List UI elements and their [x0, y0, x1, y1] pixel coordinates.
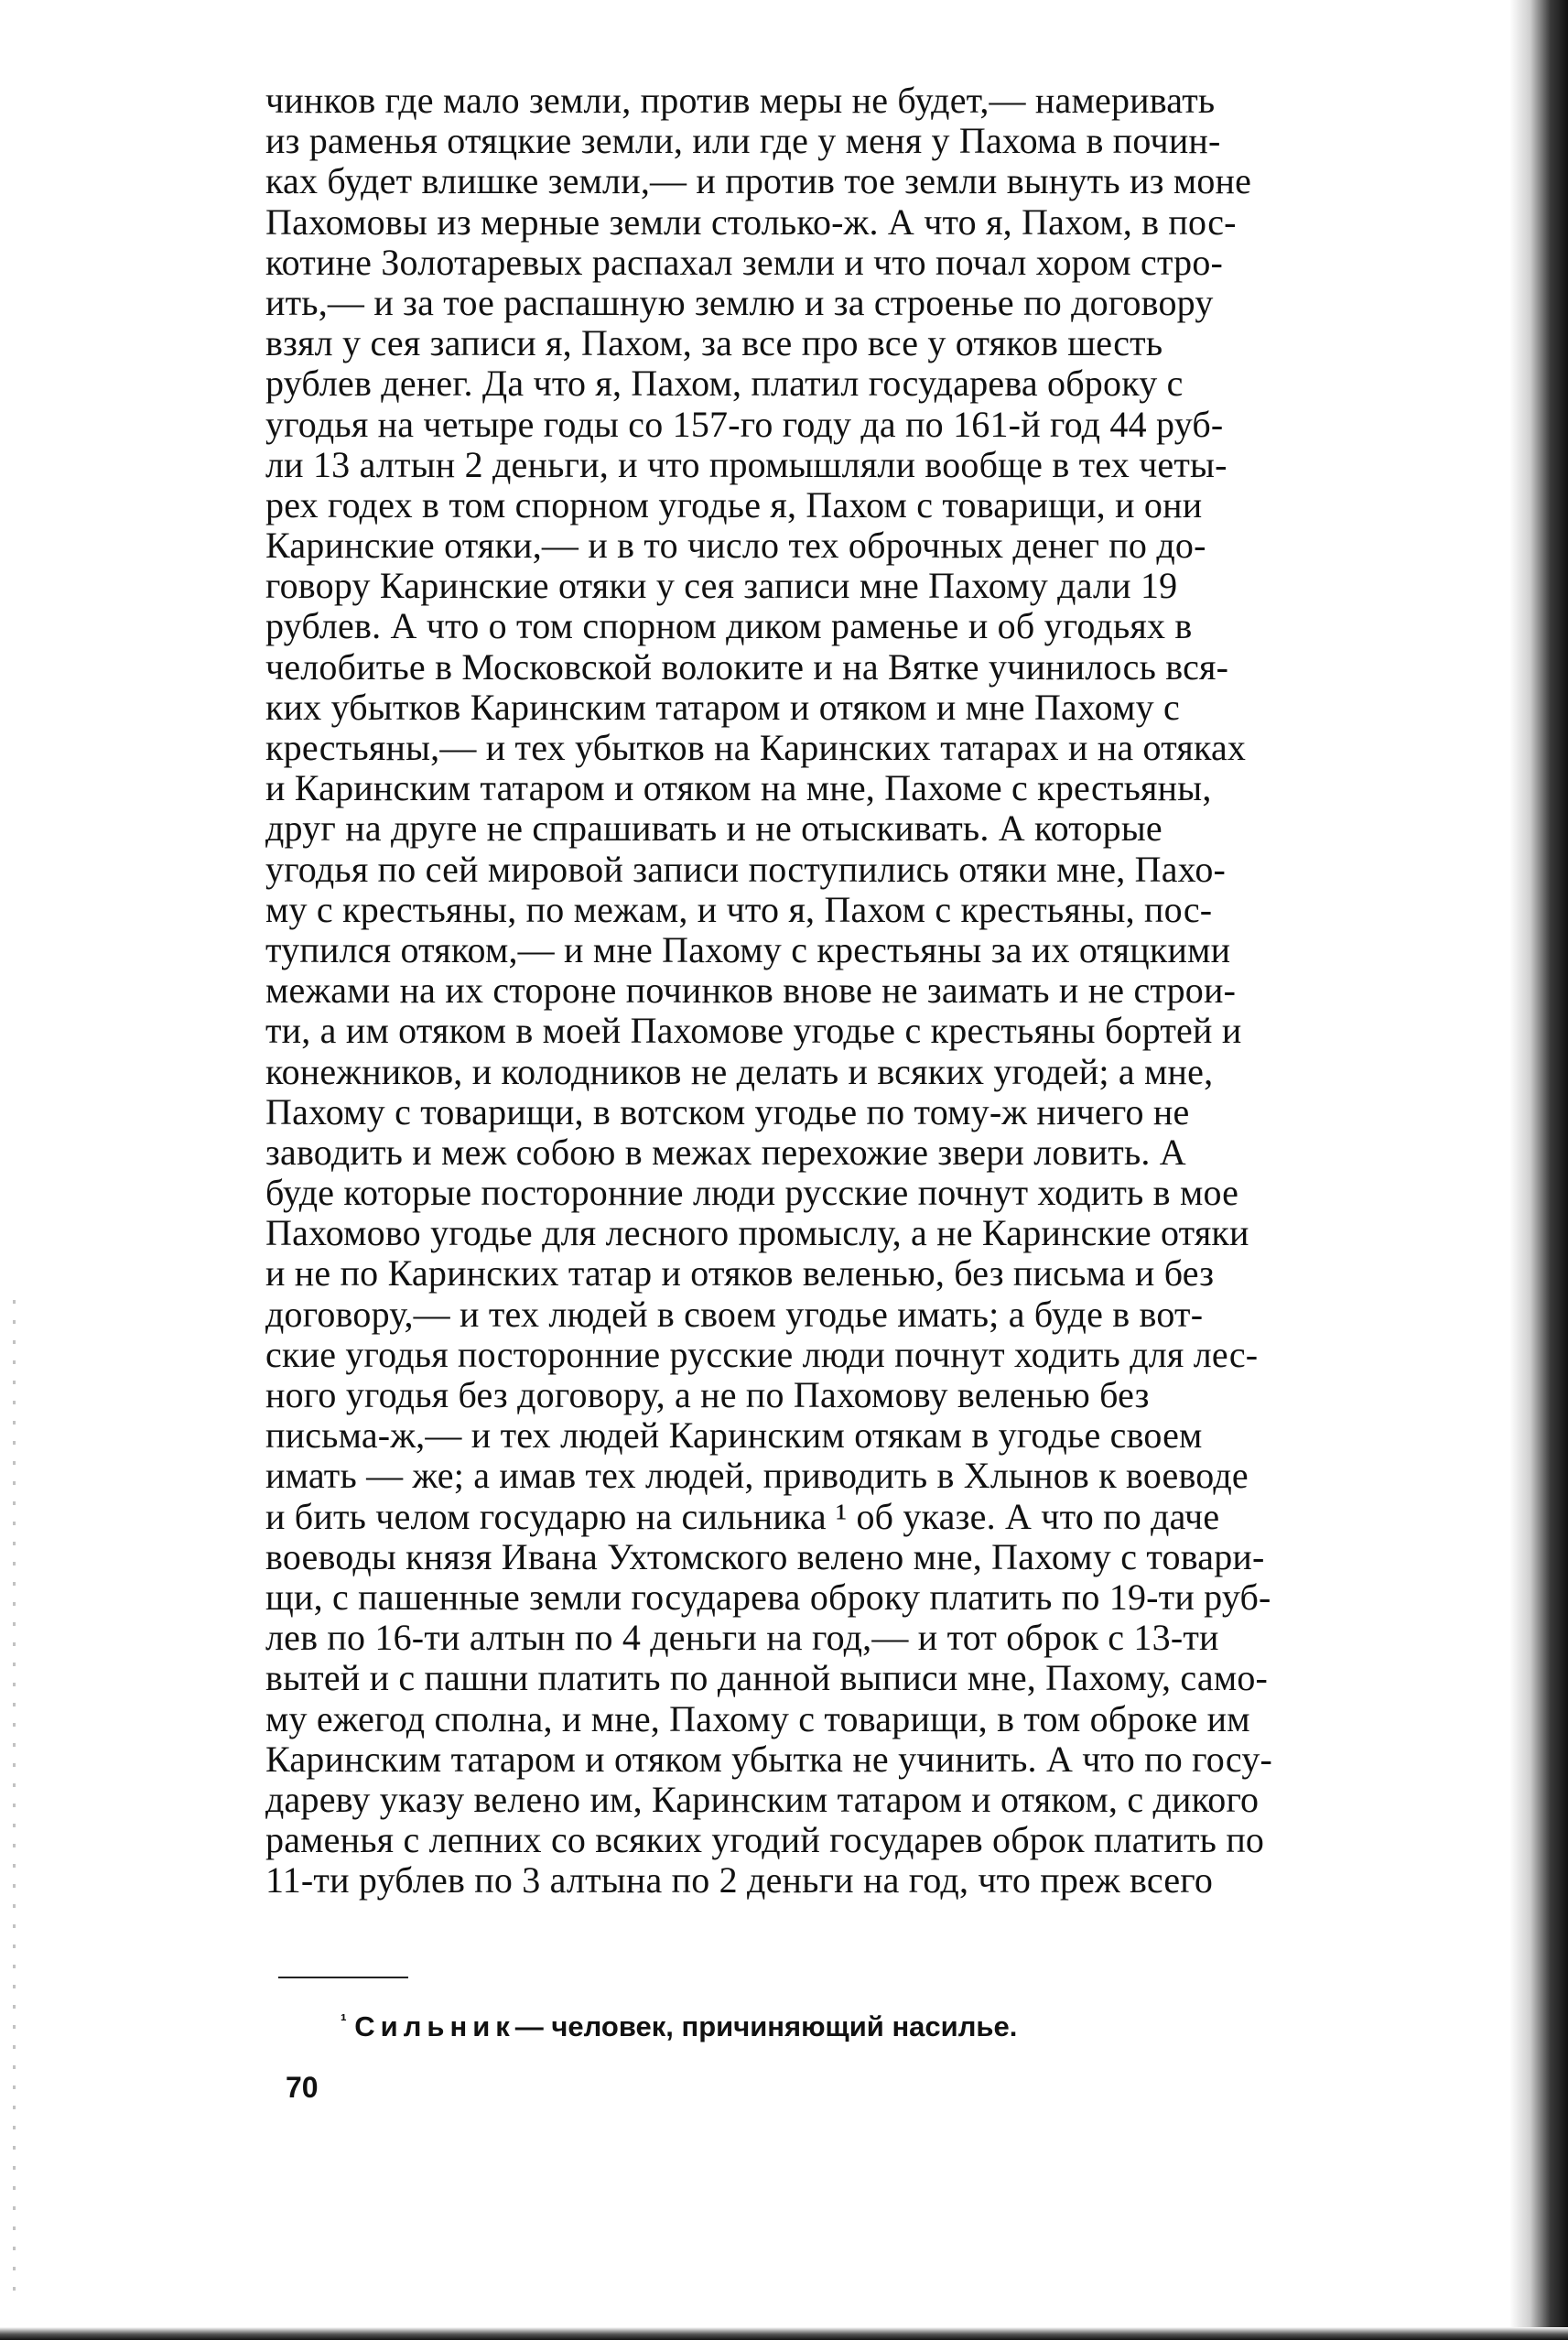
text-line: рех годех в том спорном угодье я, Пахом с товарищи, и они — [265, 483, 1203, 525]
text-line: вытей и с пашни платить по данной выписи мне, Пахому, само- — [265, 1657, 1269, 1699]
footnote-definition: — человек, причиняющий насилье. — [514, 2010, 1018, 2042]
text-line: Пахому с товарищи, в вотском угодье по тому-ж ничего не — [265, 1090, 1190, 1132]
text-line: угодья по сей мировой записи поступились отяки мне, Пахо- — [265, 848, 1227, 890]
text-line: и не по Каринских татар и отяков веленью, без письма и без — [265, 1252, 1215, 1295]
text-line: заводить и меж собою в межах перехожие звери ловить. А — [265, 1131, 1186, 1173]
text-line: и бить челом государю на сильника ¹ об указе. А что по даче — [265, 1495, 1220, 1537]
text-line: взял у сея записи я, Пахом, за все про все у отяков шесть — [265, 322, 1163, 364]
text-line: ить,— и за тое распашную землю и за строенье по договору — [265, 281, 1214, 323]
text-line: из раменья отяцкие земли, или где у меня у Пахома в почин- — [265, 120, 1221, 162]
text-line: письма-ж,— и тех людей Каринским отякам в угодье своем — [265, 1414, 1203, 1457]
text-line: котине Золотаревых распахал земли и что почал хором стро- — [265, 241, 1224, 283]
text-line: му с крестьяны, по межам, и что я, Пахом с крестьяны, пос- — [265, 888, 1213, 930]
text-line: ти, а им отяком в моей Пахомове угодье с крестьяны бортей и — [265, 1010, 1242, 1052]
text-line: рублев денег. Да что я, Пахом, платил государева оброку с — [265, 363, 1184, 405]
text-line: ках будет влишке земли,— и против тое земли вынуть из моне — [265, 160, 1252, 202]
scan-artifact-left — [13, 1300, 16, 2307]
text-line: тупился отяком,— и мне Пахому с крестьяны за их отяцкими — [265, 928, 1231, 970]
footnote-divider — [278, 1977, 408, 1978]
scan-edge-bottom — [0, 2327, 1568, 2340]
text-line: Каринские отяки,— и в то число тех оброчных денег по до- — [265, 525, 1206, 567]
text-line: лев по 16-ти алтын по 4 деньги на год,— и тот оброк с 13-ти — [265, 1617, 1219, 1659]
footnote-marker: ¹ — [341, 2011, 347, 2031]
text-line: имать — же; а имав тех людей, приводить в Хлынов к воеводе — [265, 1455, 1249, 1497]
footnote — [341, 2003, 1439, 2045]
text-line: буде которые посторонние люди русские почнут ходить в мое — [265, 1172, 1239, 1214]
text-line: воеводы князя Ивана Ухтомского велено мне, Пахому с товари- — [265, 1535, 1265, 1577]
scan-edge-right — [1509, 0, 1568, 2340]
text-line: Каринским татаром и отяком убытка не учинить. А что по госу- — [265, 1738, 1273, 1780]
text-line: 11-ти рублев по 3 алтына по 2 деньги на год, что преж всего — [265, 1859, 1214, 1901]
text-line: ли 13 алтын 2 деньги, и что промышляли вообще в тех четы- — [265, 443, 1227, 485]
text-line: Пахомовы из мерные земли столько-ж. А что я, Пахом, в пос- — [265, 200, 1237, 243]
page-number: 70 — [286, 2071, 319, 2104]
text-line: челобитье в Московской волоките и на Вятке учинилось вся- — [265, 645, 1229, 688]
text-line: раменья с лепних со всяких угодий государев оброк платить по — [265, 1819, 1265, 1861]
text-line: щи, с пашенные земли государева оброку платить по 19-ти руб- — [265, 1576, 1271, 1618]
text-line: ких убытков Каринским татаром и отяком и мне Пахому с — [265, 686, 1180, 728]
text-line: и Каринским татаром и отяком на мне, Пахоме с крестьяны, — [265, 767, 1212, 809]
text-line: Пахомово угодье для лесного промыслу, а не Каринские отяки — [265, 1212, 1249, 1254]
text-line: друг на друге не спрашивать и не отыскивать. А которые — [265, 807, 1162, 850]
text-line: говору Каринские отяки у сея записи мне Пахому дали 19 — [265, 565, 1178, 607]
text-line: крестьяны,— и тех убытков на Каринских татарах и на отяках — [265, 727, 1247, 768]
text-line: чинков где мало земли, против меры не будет,— намеривать — [265, 80, 1216, 121]
text-line: межами на их стороне починков внове не заимать и не строи- — [265, 970, 1237, 1012]
text-line: ские угодья посторонние русские люди почнут ходить для лес- — [265, 1333, 1259, 1375]
text-line: угодья на четыре годы со 157-го году да по 161-й год 44 руб- — [265, 403, 1224, 445]
text-line: договору,— и тех людей в своем угодье имать; а буде в вот- — [265, 1293, 1204, 1335]
text-line: рублев. А что о том спорном диком раменье и об угодьях в — [265, 605, 1193, 647]
main-text — [265, 81, 1476, 1901]
text-line: дареву указу велено им, Каринским татаром и отяком, с дикого — [265, 1778, 1260, 1820]
footnote-term: Сильник — [354, 2010, 515, 2042]
text-line: ного угодья без договору, а не по Пахомову веленью без — [265, 1374, 1150, 1415]
text-line: му ежегод сполна, и мне, Пахому с товарищи, в том оброке им — [265, 1697, 1250, 1739]
text-line: конежников, и колодников не делать и всяких угодей; а мне, — [265, 1050, 1214, 1092]
